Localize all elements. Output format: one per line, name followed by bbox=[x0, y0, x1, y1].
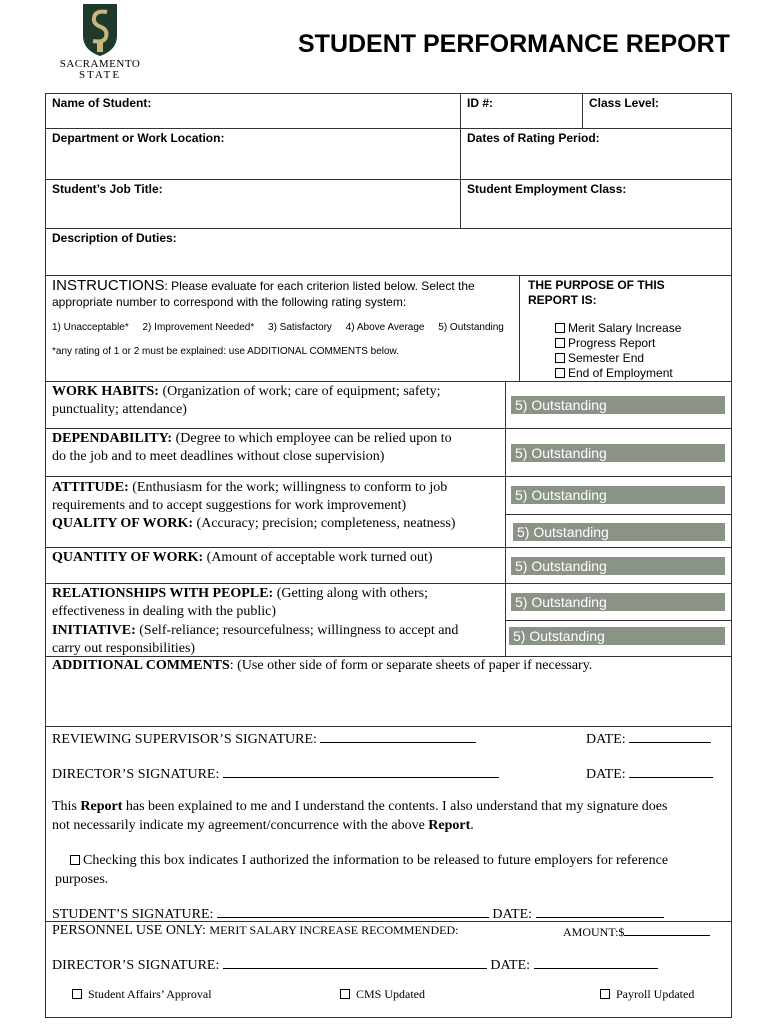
purpose-option-label: Merit Salary Increase bbox=[568, 321, 682, 335]
scale-1: 1) Unacceptable* bbox=[52, 322, 129, 333]
comments-text: : (Use other side of form or separate sheets of paper if necessary. bbox=[229, 658, 593, 673]
department-label: Department or Work Location: bbox=[52, 131, 225, 145]
student-signature-label: STUDENT’S SIGNATURE: bbox=[52, 907, 214, 922]
divider bbox=[45, 179, 732, 180]
personnel-director-label: DIRECTOR’S SIGNATURE: bbox=[52, 958, 220, 973]
rating-select-initiative[interactable]: 5) Outstanding bbox=[509, 627, 725, 645]
authorization-text bbox=[55, 851, 731, 889]
purpose-option[interactable] bbox=[555, 351, 681, 366]
criterion-desc: punctuality; attendance) bbox=[52, 402, 187, 417]
divider bbox=[45, 547, 732, 548]
check-student-affairs[interactable] bbox=[72, 987, 212, 1002]
criterion-desc: (Getting along with others; bbox=[273, 586, 428, 601]
criterion-label: QUANTITY OF WORK: bbox=[52, 550, 204, 565]
rating-scale bbox=[52, 322, 504, 333]
purpose-option-label: Progress Report bbox=[568, 336, 656, 350]
check-label: Payroll Updated bbox=[616, 987, 695, 1001]
criterion-label: DEPENDABILITY: bbox=[52, 431, 173, 446]
divider bbox=[460, 93, 461, 228]
criterion-desc: carry out responsibilities) bbox=[52, 641, 196, 656]
check-label: CMS Updated bbox=[356, 987, 425, 1001]
instructions-text1: : Please evaluate for each criterion listed below. Select the bbox=[164, 279, 475, 293]
date-line[interactable] bbox=[629, 764, 713, 778]
director-date-row bbox=[586, 764, 713, 783]
reviewing-date-row bbox=[586, 729, 711, 748]
divider bbox=[45, 428, 732, 429]
criterion-label: RELATIONSHIPS WITH PEOPLE: bbox=[52, 586, 274, 601]
explain-text: not necessarily indicate my agreement/concurrence with the above bbox=[52, 818, 429, 833]
duties-label: Description of Duties: bbox=[52, 231, 177, 245]
logo-emblem-icon bbox=[55, 2, 145, 58]
date-label: DATE: bbox=[492, 907, 533, 922]
student-signature-row bbox=[52, 904, 664, 923]
job-title-label: Student’s Job Title: bbox=[52, 182, 163, 196]
explanation-text bbox=[52, 797, 732, 835]
checkbox-icon[interactable] bbox=[340, 989, 350, 999]
divider bbox=[505, 381, 506, 656]
id-label: ID #: bbox=[467, 96, 494, 110]
criterion-quality bbox=[52, 515, 502, 533]
explain-report-bold: Report bbox=[428, 818, 471, 833]
check-label: Student Affairs’ Approval bbox=[88, 987, 212, 1001]
purpose-option-label: End of Employment bbox=[568, 366, 673, 380]
criterion-label: INITIATIVE: bbox=[52, 623, 136, 638]
divider bbox=[505, 620, 732, 621]
amount-label: AMOUNT:$ bbox=[563, 925, 625, 939]
explain-text: has been explained to me and I understand the contents. I also understand that my signature does bbox=[122, 799, 668, 814]
scale-3: 3) Satisfactory bbox=[268, 322, 332, 333]
instructions-block bbox=[52, 278, 517, 310]
personnel-director-line[interactable] bbox=[223, 955, 487, 969]
rating-select-attitude[interactable]: 5) Outstanding bbox=[511, 486, 725, 504]
rating-select-quantity[interactable]: 5) Outstanding bbox=[511, 557, 725, 575]
authorization-line1: Checking this box indicates I authorized the information to be released to future employers for reference bbox=[83, 853, 669, 868]
class-level-label: Class Level: bbox=[589, 96, 660, 110]
sacramento-state-logo bbox=[55, 2, 145, 82]
instructions-heading: INSTRUCTIONS bbox=[52, 277, 165, 294]
criterion-dependability bbox=[52, 430, 502, 466]
criterion-desc: requirements and to accept suggestions for work improvement) bbox=[52, 498, 407, 513]
personnel-use-row bbox=[52, 923, 458, 939]
divider bbox=[45, 583, 732, 584]
check-cms-updated[interactable] bbox=[340, 987, 425, 1002]
director-signature-row bbox=[52, 764, 499, 783]
checkbox-icon[interactable] bbox=[555, 323, 565, 333]
checkbox-icon[interactable] bbox=[555, 338, 565, 348]
page-title: STUDENT PERFORMANCE REPORT bbox=[298, 30, 730, 58]
criterion-desc: (Enthusiasm for the work; willingness to conform to job bbox=[128, 480, 448, 495]
purpose-option[interactable] bbox=[555, 321, 681, 336]
reviewing-signature-row bbox=[52, 729, 476, 748]
divider bbox=[45, 228, 732, 229]
reviewing-signature-label: REVIEWING SUPERVISOR’S SIGNATURE: bbox=[52, 732, 317, 747]
date-label: DATE: bbox=[586, 732, 626, 747]
divider bbox=[45, 381, 732, 382]
date-line[interactable] bbox=[629, 729, 711, 743]
date-label: DATE: bbox=[490, 958, 531, 973]
divider bbox=[45, 476, 732, 477]
scale-4: 4) Above Average bbox=[345, 322, 425, 333]
dates-label: Dates of Rating Period: bbox=[467, 131, 600, 145]
rating-select-quality[interactable]: 5) Outstanding bbox=[513, 523, 725, 541]
employment-class-label: Student Employment Class: bbox=[467, 182, 627, 196]
criterion-desc: (Amount of acceptable work turned out) bbox=[203, 550, 433, 565]
instructions-text2: appropriate number to correspond with the following rating system: bbox=[52, 295, 407, 309]
purpose-options bbox=[555, 321, 681, 381]
criterion-attitude bbox=[52, 479, 502, 515]
amount-line[interactable] bbox=[624, 924, 710, 936]
reviewing-signature-line[interactable] bbox=[320, 729, 476, 743]
instructions-note: *any rating of 1 or 2 must be explained: use ADDITIONAL COMMENTS below. bbox=[52, 346, 400, 357]
logo-text-line1: SACRAMENTO bbox=[59, 58, 141, 70]
explain-report-bold: Report bbox=[80, 799, 123, 814]
logo-text-line2: STATE bbox=[78, 69, 122, 81]
divider bbox=[519, 275, 520, 381]
authorization-line2: purposes. bbox=[55, 872, 109, 887]
purpose-heading-line1: THE PURPOSE OF THIS bbox=[528, 278, 665, 292]
name-of-student-label: Name of Student: bbox=[52, 96, 152, 110]
criterion-quantity bbox=[52, 549, 502, 567]
divider bbox=[45, 128, 732, 129]
date-label: DATE: bbox=[586, 767, 626, 782]
purpose-heading-line2: REPORT IS: bbox=[528, 293, 597, 307]
divider bbox=[582, 93, 583, 128]
criterion-desc: effectiveness in dealing with the public) bbox=[52, 604, 277, 619]
criterion-desc: (Degree to which employee can be relied upon to bbox=[172, 431, 452, 446]
checkbox-icon[interactable] bbox=[555, 368, 565, 378]
date-line[interactable] bbox=[534, 955, 658, 969]
personnel-label: PERSONNEL USE ONLY: bbox=[52, 923, 206, 938]
criterion-relationships bbox=[52, 585, 502, 621]
comments-label: ADDITIONAL COMMENTS bbox=[52, 658, 230, 673]
rating-select-dependability[interactable]: 5) Outstanding bbox=[511, 444, 725, 462]
checkbox-icon[interactable] bbox=[72, 989, 82, 999]
student-signature-line[interactable] bbox=[217, 904, 489, 918]
criterion-desc: do the job and to meet deadlines without close supervision) bbox=[52, 449, 385, 464]
personnel-director-row bbox=[52, 955, 658, 974]
date-line[interactable] bbox=[536, 904, 664, 918]
authorization-checkbox-icon[interactable] bbox=[70, 855, 80, 865]
scale-5: 5) Outstanding bbox=[438, 322, 504, 333]
criterion-desc: (Organization of work; care of equipment; safety; bbox=[158, 384, 441, 399]
checkbox-icon[interactable] bbox=[555, 353, 565, 363]
amount-row bbox=[563, 924, 710, 940]
explain-text: This bbox=[52, 799, 81, 814]
criterion-label: WORK HABITS: bbox=[52, 384, 159, 399]
purpose-heading bbox=[528, 278, 665, 308]
purpose-option[interactable] bbox=[555, 336, 681, 351]
purpose-option-label: Semester End bbox=[568, 351, 645, 365]
check-payroll-updated[interactable] bbox=[600, 987, 694, 1002]
rating-select-work-habits[interactable]: 5) Outstanding bbox=[511, 396, 725, 414]
explain-text: . bbox=[470, 818, 474, 833]
divider bbox=[45, 726, 732, 727]
additional-comments bbox=[52, 658, 592, 674]
rating-select-relationships[interactable]: 5) Outstanding bbox=[511, 593, 725, 611]
checkbox-icon[interactable] bbox=[600, 989, 610, 999]
criterion-desc: (Accuracy; precision; completeness, neatness) bbox=[193, 516, 456, 531]
director-signature-line[interactable] bbox=[223, 764, 499, 778]
scale-2: 2) Improvement Needed* bbox=[142, 322, 255, 333]
criterion-desc: (Self-reliance; resourcefulness; willingness to accept and bbox=[135, 623, 459, 638]
criterion-work-habits bbox=[52, 383, 502, 419]
criterion-label: ATTITUDE: bbox=[52, 480, 129, 495]
purpose-option[interactable] bbox=[555, 366, 681, 381]
criterion-initiative bbox=[52, 622, 502, 658]
personnel-merit-label: MERIT SALARY INCREASE RECOMMENDED: bbox=[209, 923, 459, 937]
divider bbox=[505, 514, 732, 515]
divider bbox=[45, 275, 732, 276]
director-signature-label: DIRECTOR’S SIGNATURE: bbox=[52, 767, 220, 782]
criterion-label: QUALITY OF WORK: bbox=[52, 516, 194, 531]
